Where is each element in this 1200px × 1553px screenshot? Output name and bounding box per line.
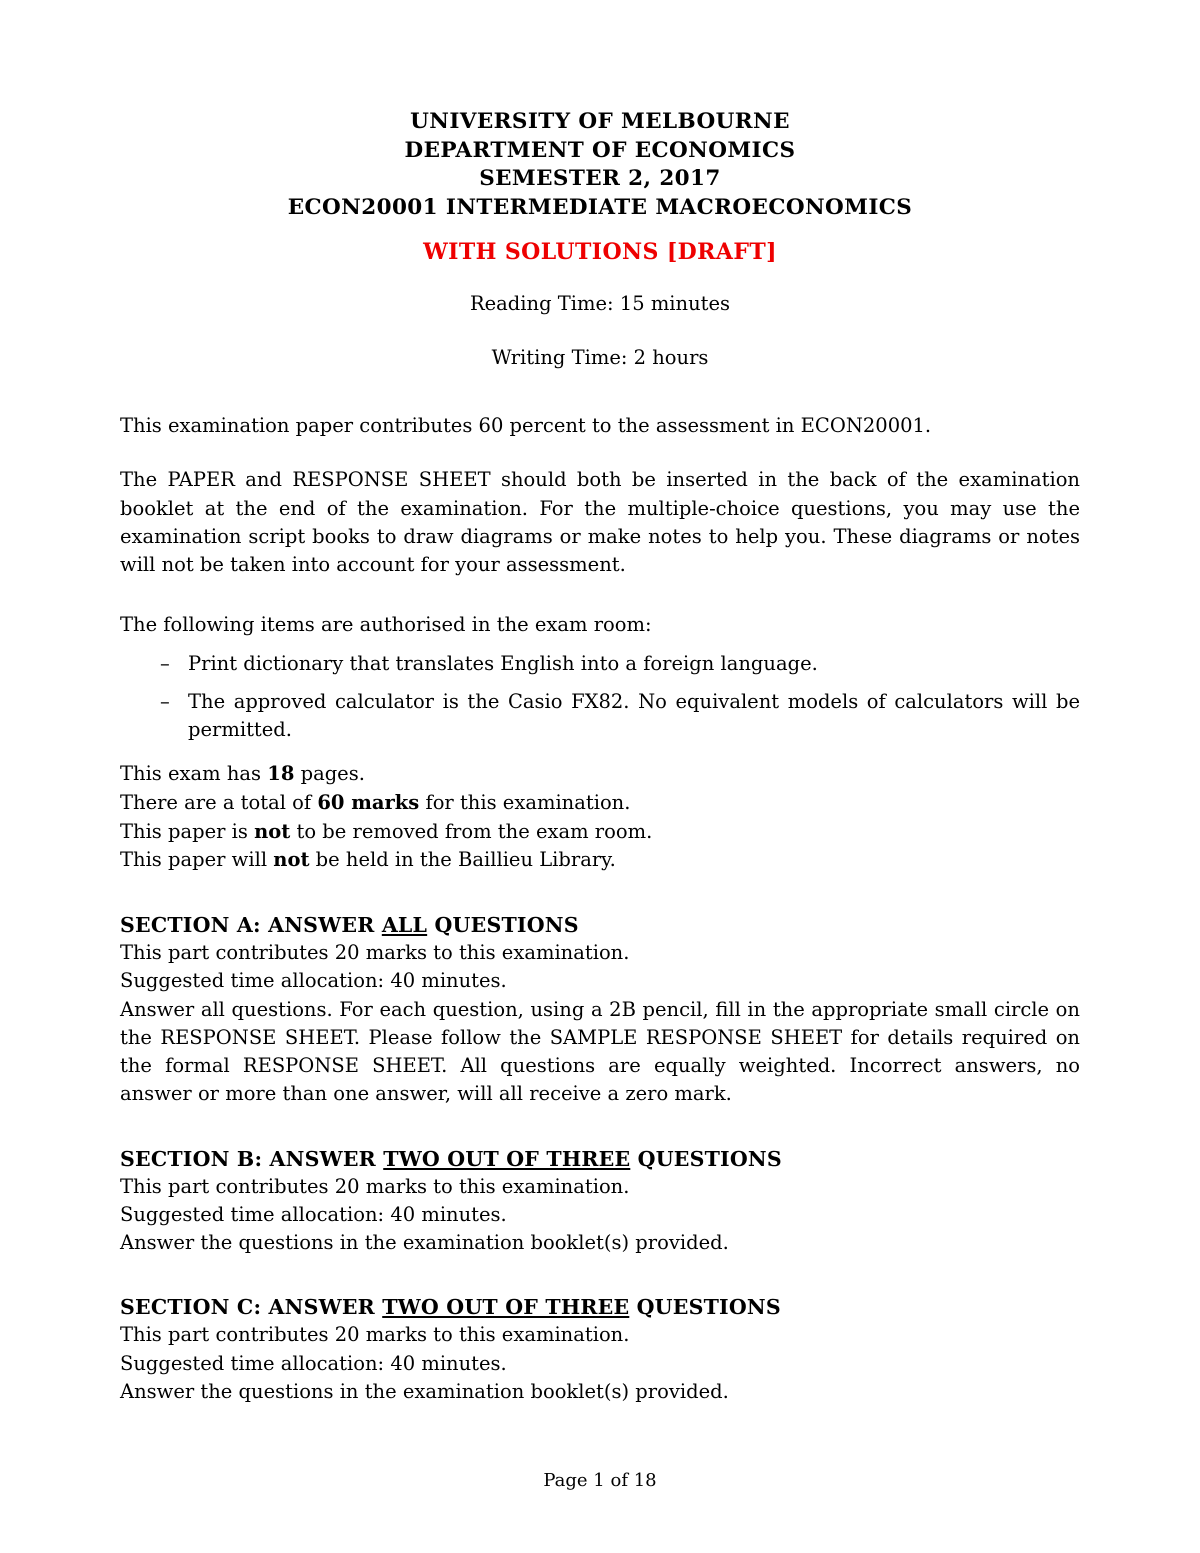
section-c-body xyxy=(120,1321,1080,1406)
contribution-paragraph: This examination paper contributes 60 percent to the assessment in ECON20001. xyxy=(120,414,932,438)
semester-line: SEMESTER 2, 2017 xyxy=(479,166,721,192)
section-a-body xyxy=(120,939,1080,1109)
section-c-line-2: Suggested time allocation: 40 minutes. xyxy=(120,1351,507,1375)
authorised-items-list xyxy=(120,650,1080,745)
fact-pages: This exam has 18 pages. xyxy=(120,762,365,786)
paper-instructions-paragraph: The PAPER and RESPONSE SHEET should both be inserted in the back of the examination booklet at the end of the examination. For the multiple-choice questions, you may use the examination script books to draw diagrams or make notes to help you. These diagrams or notes will not be taken into account for your assessment. xyxy=(120,468,1080,577)
fact-marks: There are a total of 60 marks for this examination. xyxy=(120,791,631,815)
list-item xyxy=(160,650,1080,678)
dash-bullet-icon: – xyxy=(160,651,170,675)
section-c-line-3: Answer the questions in the examination booklet(s) provided. xyxy=(120,1380,729,1403)
list-item-text: The approved calculator is the Casio FX82. No equivalent models of calculators will be permitted. xyxy=(188,689,1080,742)
document-header xyxy=(120,108,1080,222)
section-a-line-1: This part contributes 20 marks to this examination. xyxy=(120,941,630,965)
section-a-line-2: Suggested time allocation: 40 minutes. xyxy=(120,969,507,993)
section-b-body xyxy=(120,1173,1080,1258)
section-a-paragraph: Answer all questions. For each question, using a 2B pencil, fill in the appropriate small circle on the RESPONSE SHEET. Please follow the SAMPLE RESPONSE SHEET for details required on the formal RESPONSE SHEET. All questions are equally weighted. Incorrect answers, no answer or more than one answer, will all receive a zero mark. xyxy=(120,997,1080,1106)
solutions-note: WITH SOLUTIONS [DRAFT] xyxy=(423,239,777,266)
exam-facts xyxy=(120,760,1080,875)
section-b-line-3: Answer the questions in the examination booklet(s) provided. xyxy=(120,1231,729,1255)
dash-bullet-icon: – xyxy=(160,689,170,713)
fact-removal: This paper is not to be removed from the exam room. xyxy=(120,819,653,843)
section-c-line-1: This part contributes 20 marks to this examination. xyxy=(120,1323,630,1347)
reading-time: Reading Time: 15 minutes xyxy=(469,292,731,316)
university-name: UNIVERSITY OF MELBOURNE xyxy=(410,109,790,134)
section-b-heading: SECTION B: ANSWER TWO OUT OF THREE QUESTIONS xyxy=(120,1146,782,1171)
writing-time: Writing Time: 2 hours xyxy=(491,345,709,369)
subject-line: ECON20001 INTERMEDIATE MACROECONOMICS xyxy=(287,194,913,220)
page-footer: Page 1 of 18 xyxy=(543,1470,657,1491)
section-c-heading: SECTION C: ANSWER TWO OUT OF THREE QUESTIONS xyxy=(120,1295,781,1320)
section-b-line-1: This part contributes 20 marks to this examination. xyxy=(120,1174,630,1198)
list-item-text: Print dictionary that translates English into a foreign language. xyxy=(188,651,818,675)
authorised-items-intro: The following items are authorised in the exam room: xyxy=(120,613,652,637)
department-name: DEPARTMENT OF ECONOMICS xyxy=(404,137,796,163)
fact-library: This paper will not be held in the Baillieu Library. xyxy=(120,848,616,872)
section-a-heading: SECTION A: ANSWER ALL QUESTIONS xyxy=(120,913,579,938)
section-b-line-2: Suggested time allocation: 40 minutes. xyxy=(120,1202,507,1226)
list-item xyxy=(160,688,1080,745)
